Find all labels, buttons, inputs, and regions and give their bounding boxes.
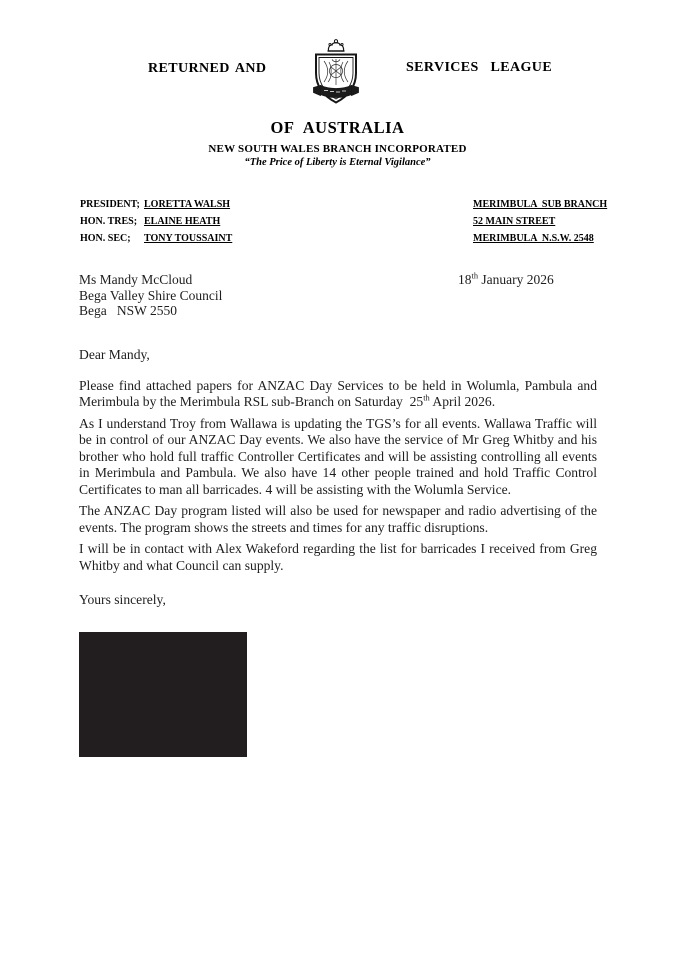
officer-name: TONY TOUSSAINT <box>144 233 233 244</box>
recipient-city: Bega NSW 2550 <box>79 303 177 318</box>
sub-branch-name-text: MERIMBULA SUB BRANCH <box>473 199 608 210</box>
redacted-signature-block <box>79 632 247 757</box>
recipient-address-block <box>79 272 222 319</box>
sub-branch-street-text: 52 MAIN STREET <box>473 216 556 227</box>
sub-branch-city <box>473 233 607 250</box>
paragraph-3: The ANZAC Day program listed will also be used for newspaper and radio advertising of the events. The program shows the streets and times for any traffic disruptions. <box>79 503 597 535</box>
letter-date <box>458 272 554 288</box>
sub-branch-name <box>473 199 607 216</box>
sub-branch-address-block <box>473 199 607 250</box>
officer-row-treasurer <box>80 216 232 233</box>
sub-branch-street <box>473 216 607 233</box>
recipient-org: Bega Valley Shire Council <box>79 287 223 303</box>
paragraph-1-text-end: April 2026. <box>429 394 496 409</box>
officer-name: ELAINE HEATH <box>144 216 221 227</box>
letter-body <box>79 347 597 609</box>
rsl-crest-icon <box>307 38 365 105</box>
sub-branch-city-text: MERIMBULA N.S.W. 2548 <box>473 233 594 244</box>
recipient-name: Ms Mandy McCloud <box>79 272 193 287</box>
org-title-left: RETURNED AND <box>148 61 267 76</box>
paragraph-1-ordinal: th <box>423 392 430 403</box>
date-month-year: January 2026 <box>478 272 554 287</box>
date-ordinal: th <box>471 271 479 281</box>
paragraph-1-text: Please find attached papers for ANZAC Day Services to be held in Wolumla, Pambula and Merimbula by the Merimbula RSL sub-Branch on Saturday 25 <box>79 377 597 409</box>
officer-label: PRESIDENT; <box>80 199 140 210</box>
officer-row-president <box>80 199 232 216</box>
officer-name: LORETTA WALSH <box>144 199 231 210</box>
motto-line: “The Price of Liberty is Eternal Vigilance” <box>244 157 431 168</box>
officer-label: HON. SEC; <box>80 233 131 244</box>
branch-line: NEW SOUTH WALES BRANCH INCORPORATED <box>208 143 467 155</box>
paragraph-2: As I understand Troy from Wallawa is updating the TGS’s for all events. Wallawa Traffic will be in control of our ANZAC Day events. We also have the service of Mr Greg Whitby and his brother who hold full traffic Controller Certificates and will be assisting controlling all events in Merimbula and Pambula. We also have 14 other people trained and hold Traffic Control Certificates to man all barricades. 4 will be assisting with the Wolumla Service. <box>79 415 597 497</box>
officers-block <box>80 199 232 250</box>
salutation: Dear Mandy, <box>79 347 150 362</box>
org-title-right: SERVICES LEAGUE <box>406 60 553 75</box>
officer-label: HON. TRES; <box>80 216 138 227</box>
officer-row-secretary <box>80 233 232 250</box>
org-country-line: OF AUSTRALIA <box>270 118 405 137</box>
closing: Yours sincerely, <box>79 592 166 607</box>
paragraph-4: I will be in contact with Alex Wakeford regarding the list for barricades I received from Greg Whitby and what Council can supply. <box>79 541 597 573</box>
paragraph-1 <box>79 378 597 411</box>
date-day: 18 <box>458 272 472 287</box>
